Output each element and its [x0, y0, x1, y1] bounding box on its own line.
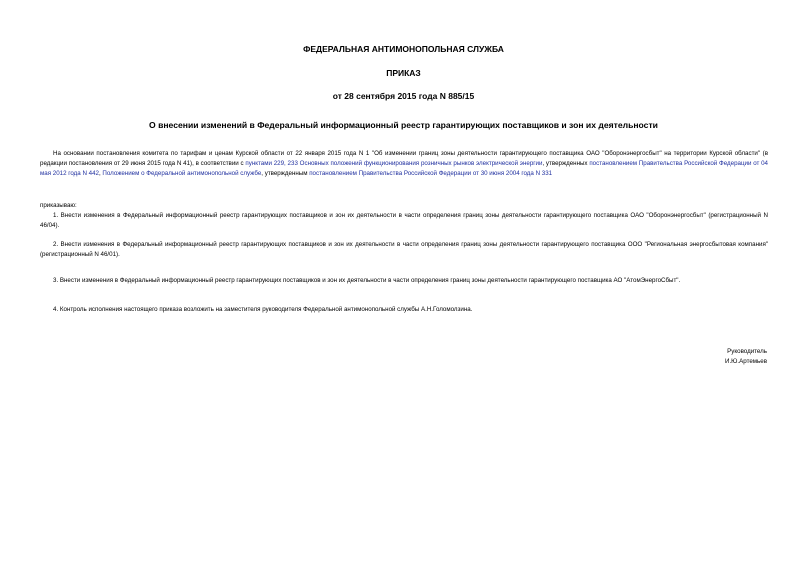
link-fas-regulation[interactable]: Положением о Федеральной антимонопольной службе [102, 170, 262, 177]
order-item-1: 1. Внести изменения в Федеральный информационный реестр гарантирующих поставщиков и зон их деятельности в части определения границ зоны деятельности гарантирующего поставщика ОАО "Оборонэнергосбыт" (регистрационный N 46/04). [40, 212, 768, 229]
link-resolution-331[interactable]: постановлением Правительства Российской Федерации от 30 июня 2004 года N 331 [309, 170, 553, 177]
intro-text-1: На основании постановления комитета по тарифам и ценам Курской области от 22 января 2015 года N 1 "Об изменении границ зоны деятельности гарантирующего поставщика ОАО "Оборонэнергосбыт" на территории Курской области" (в редакции постановления от 29 июня 2015 года N 41), в соответствии с [40, 150, 768, 167]
order-item-4: 4. Контроль исполнения настоящего приказа возложить на заместителя руководителя Федеральной антимонопольной службы А.Н.Голомолзина. [53, 306, 473, 313]
agency-heading: ФЕДЕРАЛЬНАЯ АНТИМОНОПОЛЬНАЯ СЛУЖБА [303, 44, 504, 54]
signatory-name: И.Ю.Артемьев [725, 358, 767, 365]
link-retail-market-rules[interactable]: пунктами 229, 233 Основных положений функционирования розничных рынков электрической энергии [245, 160, 543, 167]
order-item-3: 3. Внести изменения в Федеральный информационный реестр гарантирующих поставщиков и зон их деятельности в части определения границ зоны деятельности гарантирующего поставщика АО "АтомЭнергоСбыт". [53, 277, 681, 284]
intro-text-3: , [98, 170, 103, 177]
order-word: приказываю: [40, 202, 77, 209]
intro-text-2: , утвержденных [542, 160, 590, 167]
document-type-heading: ПРИКАЗ [386, 68, 421, 78]
link-resolution-442[interactable]: постановлением Правительства Российской Федерации от 04 мая 2012 года N 442 [40, 160, 768, 177]
order-item-2: 2. Внести изменения в Федеральный информационный реестр гарантирующих поставщиков и зон их деятельности в части определения границ зоны деятельности гарантирующего поставщика ООО "Региональная энергосбытовая компания" (регистрационный N 46/01). [40, 241, 768, 258]
intro-paragraph [40, 149, 768, 179]
intro-text-4: , утвержденным [261, 170, 310, 177]
signatory-position: Руководитель [727, 348, 767, 355]
date-number-heading: от 28 сентября 2015 года N 885/15 [332, 91, 475, 101]
document-title: О внесении изменений в Федеральный информационный реестр гарантирующих поставщиков и зон их деятельности [149, 120, 658, 130]
